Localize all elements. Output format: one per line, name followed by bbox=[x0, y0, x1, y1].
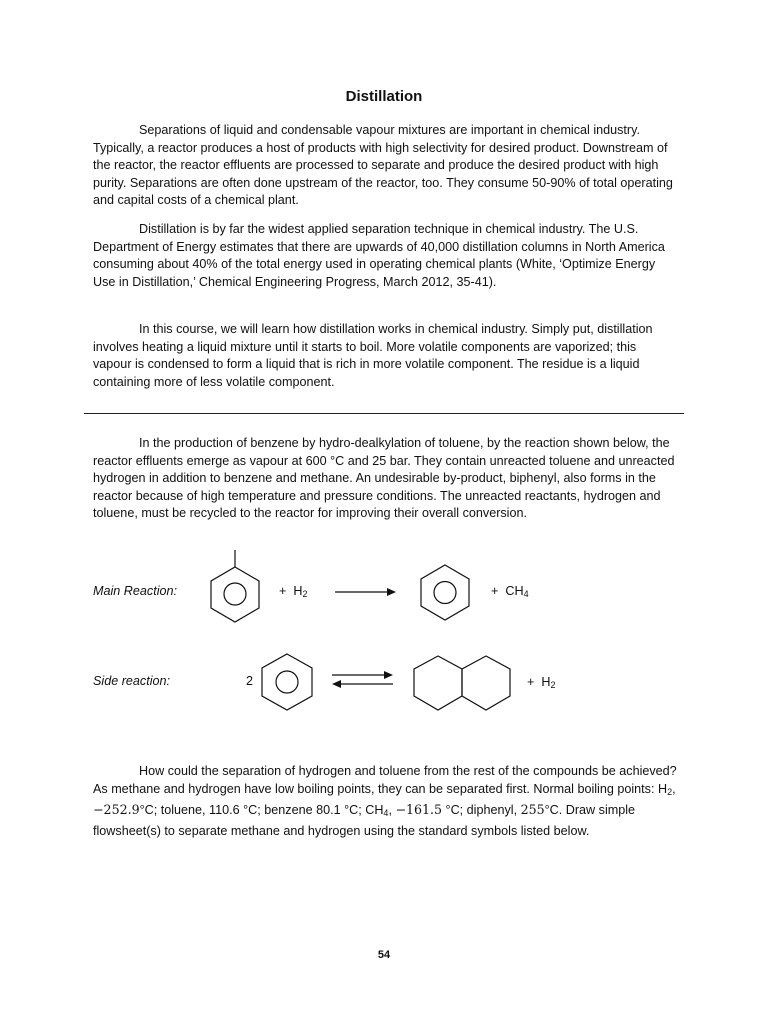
page-title: Distillation bbox=[345, 88, 423, 105]
h2-boiling-point: −252.9 bbox=[93, 802, 140, 818]
side-reaction-label: Side reaction: bbox=[93, 674, 171, 688]
question-text-c: °C; toluene, 110.6 °C; benzene 80.1 °C; CH bbox=[139, 803, 384, 818]
main-plus-sign: + bbox=[279, 584, 287, 598]
forward-arrow bbox=[335, 586, 397, 598]
equilibrium-arrows bbox=[332, 670, 394, 690]
question-paragraph bbox=[93, 763, 678, 840]
side-benzene-aromatic-circle bbox=[276, 671, 298, 693]
intro-paragraph-1 bbox=[93, 122, 678, 210]
ch4-boiling-point: −161.5 bbox=[395, 802, 443, 818]
side-product-h2 bbox=[527, 675, 555, 690]
question-text-d: , bbox=[388, 803, 396, 818]
main-product-plus-sign: + bbox=[491, 584, 499, 598]
main-h-subscript: 2 bbox=[302, 589, 308, 599]
main-h-symbol: H bbox=[293, 584, 303, 598]
toluene-structure bbox=[205, 550, 265, 620]
intro-paragraph-2 bbox=[93, 221, 678, 291]
main-ch-symbol: CH bbox=[505, 584, 524, 598]
intro-paragraph-3-text: In this course, we will learn how distillation works in chemical industry. Simply put, distillation involves heating a liquid mixture until it starts to boil. More volatile components are vaporized; this vapour is condensed to form a liquid that is rich in more volatile component. The residue is a liquid containing more of less volatile component. bbox=[93, 322, 653, 389]
side-benzene-structure bbox=[258, 652, 316, 714]
intro-paragraph-2-text: Distillation is by far the widest applied separation technique in chemical industry. The U.S. Department of Energy estimates that there are upwards of 40,000 distillation columns in North America consuming about 40% of the total energy used in operating chemical plants (White, ‘Optimize Energy Use in Distillation,’ Chemical Engineering Progress, March 2012, 35-41). bbox=[93, 222, 665, 289]
ch4-subscript: 4 bbox=[383, 808, 389, 819]
intro-paragraph-1-text: Separations of liquid and condensable vapour mixtures are important in chemical industry. Typically, a reactor produces a host of products with high selectivity for desired product. Downstream of the reactor, the reactor effluents are processed to separate and produce the desired product with high purity. Separations are often done upstream of the reactor, too. They consume 50-90% of total operating and capital costs of a chemical plant. bbox=[93, 123, 673, 208]
question-text-a: How could the separation of hydrogen and toluene from the rest of the compounds be achieved? As methane and hydrogen have low boiling points, they can be separated first. Normal boiling points: H bbox=[93, 764, 677, 796]
benzene-ring bbox=[421, 565, 469, 620]
toluene-aromatic-circle bbox=[224, 583, 246, 605]
main-ch-subscript: 4 bbox=[523, 589, 529, 599]
h2-subscript: 2 bbox=[667, 786, 673, 797]
main-reaction-label: Main Reaction: bbox=[93, 584, 177, 598]
fused-ring-right bbox=[462, 656, 510, 710]
side-plus-sign: + bbox=[527, 675, 535, 689]
benzene-aromatic-circle bbox=[434, 582, 456, 604]
page-number: 54 bbox=[377, 949, 391, 961]
section-divider bbox=[84, 413, 684, 414]
question-text-b: , bbox=[672, 781, 676, 796]
main-reactant-h2 bbox=[279, 584, 307, 599]
diphenyl-boiling-point: 255 bbox=[520, 802, 545, 818]
problem-paragraph bbox=[93, 435, 678, 523]
question-text-e: °C; diphenyl, bbox=[442, 803, 521, 818]
side-benzene-ring bbox=[262, 654, 312, 710]
intro-paragraph-3 bbox=[93, 321, 678, 391]
side-h-symbol: H bbox=[541, 675, 551, 689]
fused-ring-structure bbox=[412, 654, 516, 714]
benzene-structure bbox=[418, 564, 472, 624]
toluene-ring bbox=[211, 567, 259, 622]
problem-paragraph-text: In the production of benzene by hydro-dealkylation of toluene, by the reaction shown below, the reactor effluents emerge as vapour at 600 °C and 25 bar. They contain unreacted toluene and unreacted hydrogen in addition to benzene and methane. An undesirable by-product, biphenyl, also forms in the reactor because of high temperature and pressure conditions. The unreacted reactants, hydrogen and toluene, must be recycled to the reactor for improving their overall conversion. bbox=[93, 436, 675, 521]
side-coefficient: 2 bbox=[246, 674, 254, 688]
side-h-subscript: 2 bbox=[550, 680, 556, 690]
fused-ring-left bbox=[414, 656, 462, 710]
main-product-ch4 bbox=[491, 584, 529, 599]
question-text-f: °C. Draw simple flowsheet(s) to separate methane and hydrogen using the standard symbols listed below. bbox=[93, 803, 636, 838]
